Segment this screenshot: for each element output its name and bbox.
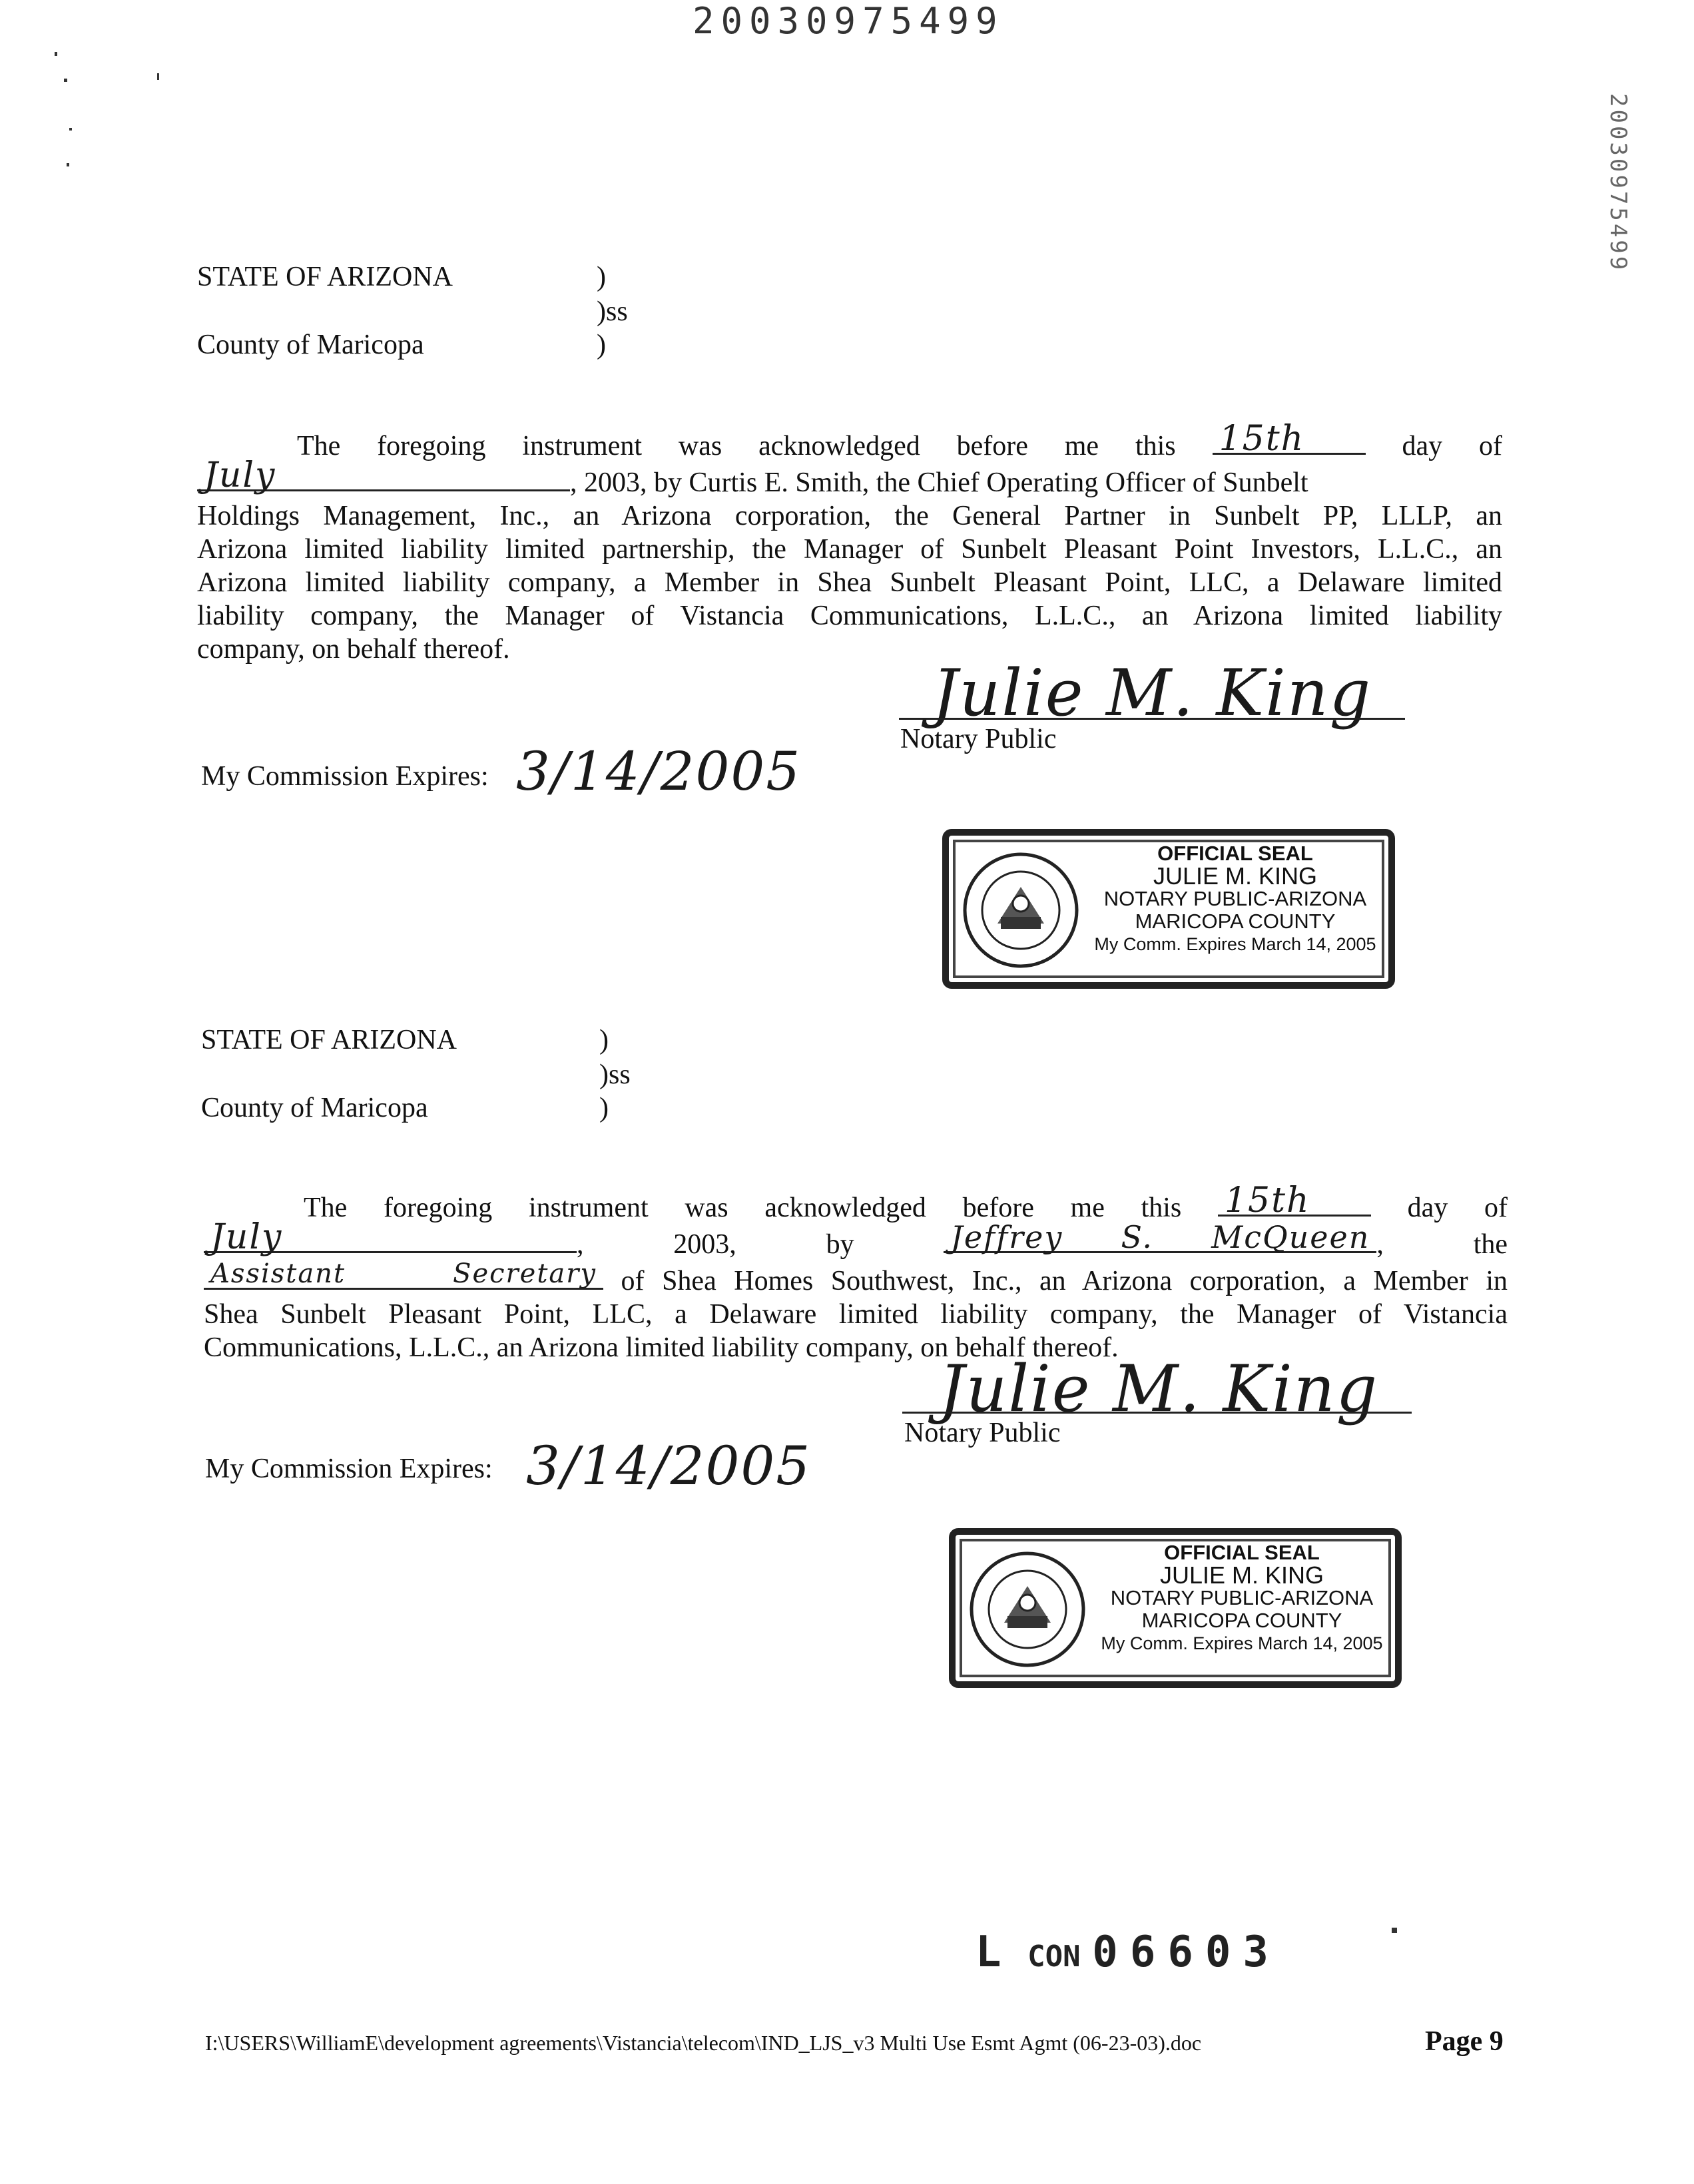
seal-line: NOTARY PUBLIC-ARIZONA xyxy=(1103,887,1367,910)
footer-file-path: I:\USERS\WilliamE\development agreements\Vistancia\telecom\IND_LJS_v3 Multi Use Esmt Agmt (06-23-03).doc xyxy=(205,2031,1202,2055)
signature-line xyxy=(902,1412,1412,1414)
scan-speck xyxy=(67,163,69,166)
month-blank xyxy=(204,1217,577,1257)
control-prefix: L xyxy=(976,1928,1001,1977)
notary-seal xyxy=(942,829,1395,989)
seal-expiration: My Comm. Expires March 14, 2005 xyxy=(1094,934,1376,954)
seal-line: MARICOPA COUNTY xyxy=(1141,1609,1342,1632)
seal-name: JULIE M. KING xyxy=(1159,1561,1324,1589)
acknowledgment-paragraph xyxy=(197,419,1502,666)
month-blank xyxy=(197,455,570,495)
ack-text: , 2003, by xyxy=(577,1229,854,1260)
arizona-seal-icon xyxy=(968,1549,1087,1669)
scan-speck xyxy=(69,128,72,131)
signature-line xyxy=(899,718,1405,720)
ack-text: day of xyxy=(1407,1193,1508,1223)
handwritten-expiration: 3/14/2005 xyxy=(526,1435,812,1497)
scan-speck xyxy=(157,73,159,80)
ack-text: company, on behalf thereof. xyxy=(197,634,510,665)
venue-ss: )ss xyxy=(597,296,628,327)
ack-text: Arizona limited liability limited partnership, the Manager of Sunbelt Pleasant Point Investors, L.L.C., an xyxy=(197,534,1502,565)
scan-speck xyxy=(1392,1928,1397,1933)
ack-text: Holdings Management, Inc., an Arizona corporation, the General Partner in Sunbelt PP, LLLP, an xyxy=(197,501,1502,531)
ack-text: Communications, L.L.C., an Arizona limited liability company, on behalf thereof. xyxy=(204,1332,1119,1363)
handwritten-day: 15th xyxy=(1224,1181,1310,1221)
acknowledgment-paragraph xyxy=(204,1181,1508,1364)
venue-paren: ) xyxy=(599,1025,609,1055)
notary-label: Notary Public xyxy=(900,724,1057,754)
commission-label: My Commission Expires: xyxy=(205,1454,493,1484)
venue-state: STATE OF ARIZONA xyxy=(197,262,453,292)
ack-text: of Shea Homes Southwest, Inc., an Arizona corporation, a Member in xyxy=(621,1266,1508,1296)
seal-name: JULIE M. KING xyxy=(1153,862,1318,890)
venue-paren: ) xyxy=(597,330,606,360)
ack-text: , the xyxy=(1376,1229,1508,1260)
ack-text: , 2003, by Curtis E. Smith, the Chief Operating Officer of Sunbelt xyxy=(570,467,1308,498)
notary-label: Notary Public xyxy=(904,1418,1061,1448)
scan-speck xyxy=(64,79,67,82)
title-blank xyxy=(204,1258,603,1290)
ack-text: The foregoing instrument was acknowledged before me this xyxy=(297,431,1176,461)
arizona-seal-icon xyxy=(961,850,1081,970)
page-number: Page 9 xyxy=(1425,2026,1504,2057)
handwritten-month: July xyxy=(204,455,276,495)
venue-county: County of Maricopa xyxy=(201,1093,428,1123)
seal-title: OFFICIAL SEAL xyxy=(1157,842,1313,865)
notary-signature: Julie M. King xyxy=(939,1352,1379,1426)
seal-line: NOTARY PUBLIC-ARIZONA xyxy=(1110,1586,1374,1609)
commission-label: My Commission Expires: xyxy=(201,761,489,792)
venue-county: County of Maricopa xyxy=(197,330,424,360)
handwritten-title: Assistant Secretary xyxy=(210,1258,597,1289)
venue-ss: )ss xyxy=(599,1059,631,1090)
notary-signature: Julie M. King xyxy=(932,656,1372,730)
control-number xyxy=(976,1928,1280,1977)
ack-text: Arizona limited liability company, a Member in Shea Sunbelt Pleasant Point, LLC, a Delaware limited xyxy=(197,567,1502,598)
ack-text: day of xyxy=(1402,431,1502,461)
seal-title: OFFICIAL SEAL xyxy=(1164,1541,1320,1564)
seal-expiration: My Comm. Expires March 14, 2005 xyxy=(1101,1633,1383,1653)
notary-seal xyxy=(949,1528,1402,1688)
recording-number: 20030975499 xyxy=(693,0,1004,42)
handwritten-day: 15th xyxy=(1219,419,1305,459)
seal-line: MARICOPA COUNTY xyxy=(1135,910,1336,933)
handwritten-expiration: 3/14/2005 xyxy=(516,740,802,802)
scan-speck xyxy=(55,52,57,56)
name-blank xyxy=(944,1219,1376,1255)
handwritten-name: Jeffrey S. McQueen xyxy=(950,1219,1370,1255)
ack-text: The foregoing instrument was acknowledged before me this xyxy=(304,1193,1182,1223)
control-code: CON xyxy=(1027,1940,1081,1974)
venue-state: STATE OF ARIZONA xyxy=(201,1025,457,1055)
venue-paren: ) xyxy=(597,262,606,292)
day-blank xyxy=(1213,419,1366,459)
handwritten-month: July xyxy=(210,1217,283,1257)
day-blank xyxy=(1218,1181,1371,1221)
venue-paren: ) xyxy=(599,1093,609,1123)
edge-stamp: 20030975499 xyxy=(1605,93,1631,273)
ack-text: Shea Sunbelt Pleasant Point, LLC, a Delaware limited liability company, the Manager of Vistancia xyxy=(204,1299,1508,1330)
control-digits: 06603 xyxy=(1092,1928,1280,1977)
ack-text: liability company, the Manager of Vistancia Communications, L.L.C., an Arizona limited liability xyxy=(197,601,1502,631)
